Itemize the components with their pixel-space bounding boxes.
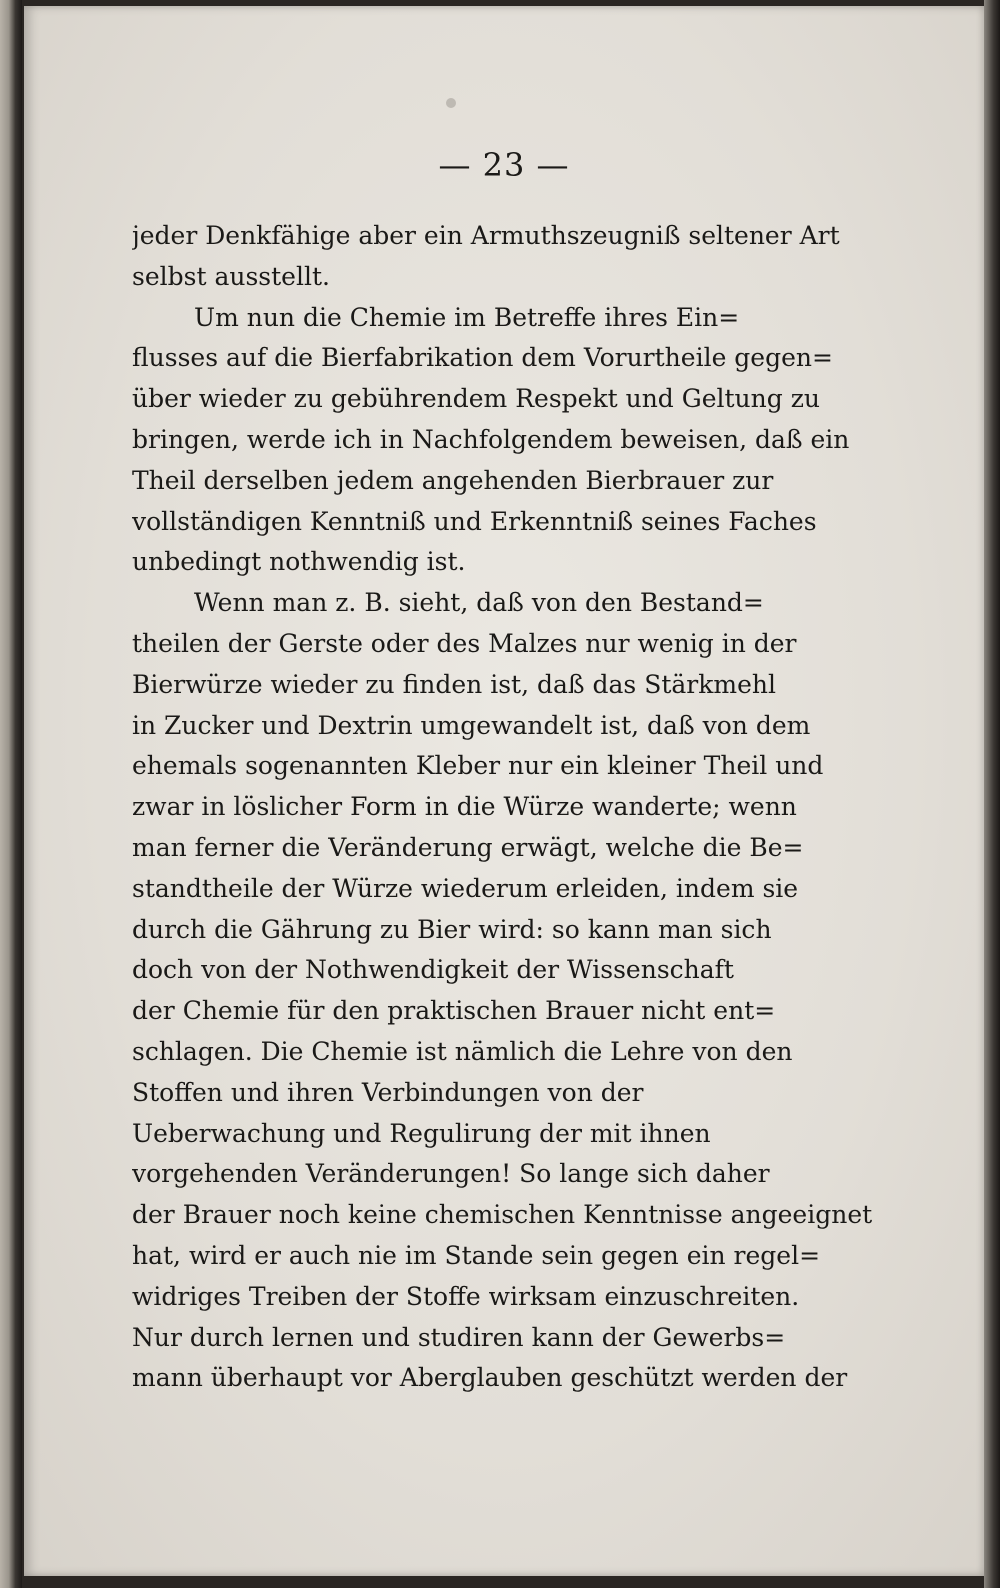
text-line-13: in Zucker und Dextrin umgewandelt ist, daß von dem (132, 710, 811, 740)
text-line-21: schlagen. Die Chemie ist nämlich die Lehre von den (132, 1036, 793, 1066)
text-line-6: bringen, werde ich in Nachfolgendem beweisen, daß ein (132, 424, 850, 454)
text-line-9: unbedingt nothwendig ist. (132, 547, 466, 577)
paper-stain (446, 98, 456, 108)
text-line-8: vollständigen Kenntniß und Erkenntniß seines Faches (132, 506, 817, 536)
text-line-5: über wieder zu gebührendem Respekt und Geltung zu (132, 384, 820, 414)
text-line-24: vorgehenden Veränderungen! So lange sich daher (132, 1159, 770, 1189)
text-line-25: der Brauer noch keine chemischen Kenntnisse angeeignet (132, 1200, 873, 1230)
body-text (132, 216, 874, 1399)
right-page-edge (984, 0, 1000, 1588)
text-line-12: Bierwürze wieder zu finden ist, daß das Stärkmehl (132, 669, 776, 699)
page-number: — 23 — (438, 146, 570, 184)
text-line-3: Um nun die Chemie im Betreffe ihres Ein= (194, 302, 740, 332)
book-page (24, 6, 984, 1576)
text-line-15: zwar in löslicher Form in die Würze wanderte; wenn (132, 792, 797, 822)
text-line-28: Nur durch lernen und studiren kann der Gewerbs= (132, 1322, 786, 1352)
text-line-7: Theil derselben jedem angehenden Bierbrauer zur (132, 465, 774, 495)
text-line-20: der Chemie für den praktischen Brauer nicht ent= (132, 996, 776, 1026)
text-line-19: doch von der Nothwendigkeit der Wissenschaft (132, 955, 734, 985)
text-line-2: selbst ausstellt. (132, 261, 330, 291)
text-line-23: Ueberwachung und Regulirung der mit ihnen (132, 1118, 711, 1148)
text-line-17: standtheile der Würze wiederum erleiden, indem sie (132, 873, 799, 903)
text-line-26: hat, wird er auch nie im Stande sein gegen ein regel= (132, 1240, 821, 1270)
text-line-1: jeder Denkfähige aber ein Armuthszeugniß seltener Art (132, 221, 840, 250)
text-line-18: durch die Gährung zu Bier wird: so kann man sich (132, 914, 772, 944)
text-line-29: mann überhaupt vor Aberglauben geschützt werden der (132, 1363, 848, 1393)
text-line-22: Stoffen und ihren Verbindungen von der (132, 1077, 644, 1107)
text-line-10: Wenn man z. B. sieht, daß von den Bestand= (194, 588, 764, 618)
text-line-27: widriges Treiben der Stoffe wirksam einzuschreiten. (132, 1281, 800, 1311)
text-line-14: ehemals sogenannten Kleber nur ein kleiner Theil und (132, 751, 824, 781)
text-line-11: theilen der Gerste oder des Malzes nur wenig in der (132, 628, 797, 658)
previous-page-edge (0, 0, 22, 1588)
text-line-4: flusses auf die Bierfabrikation dem Vorurtheile gegen= (132, 343, 833, 373)
text-line-16: man ferner die Veränderung erwägt, welche die Be= (132, 832, 804, 862)
